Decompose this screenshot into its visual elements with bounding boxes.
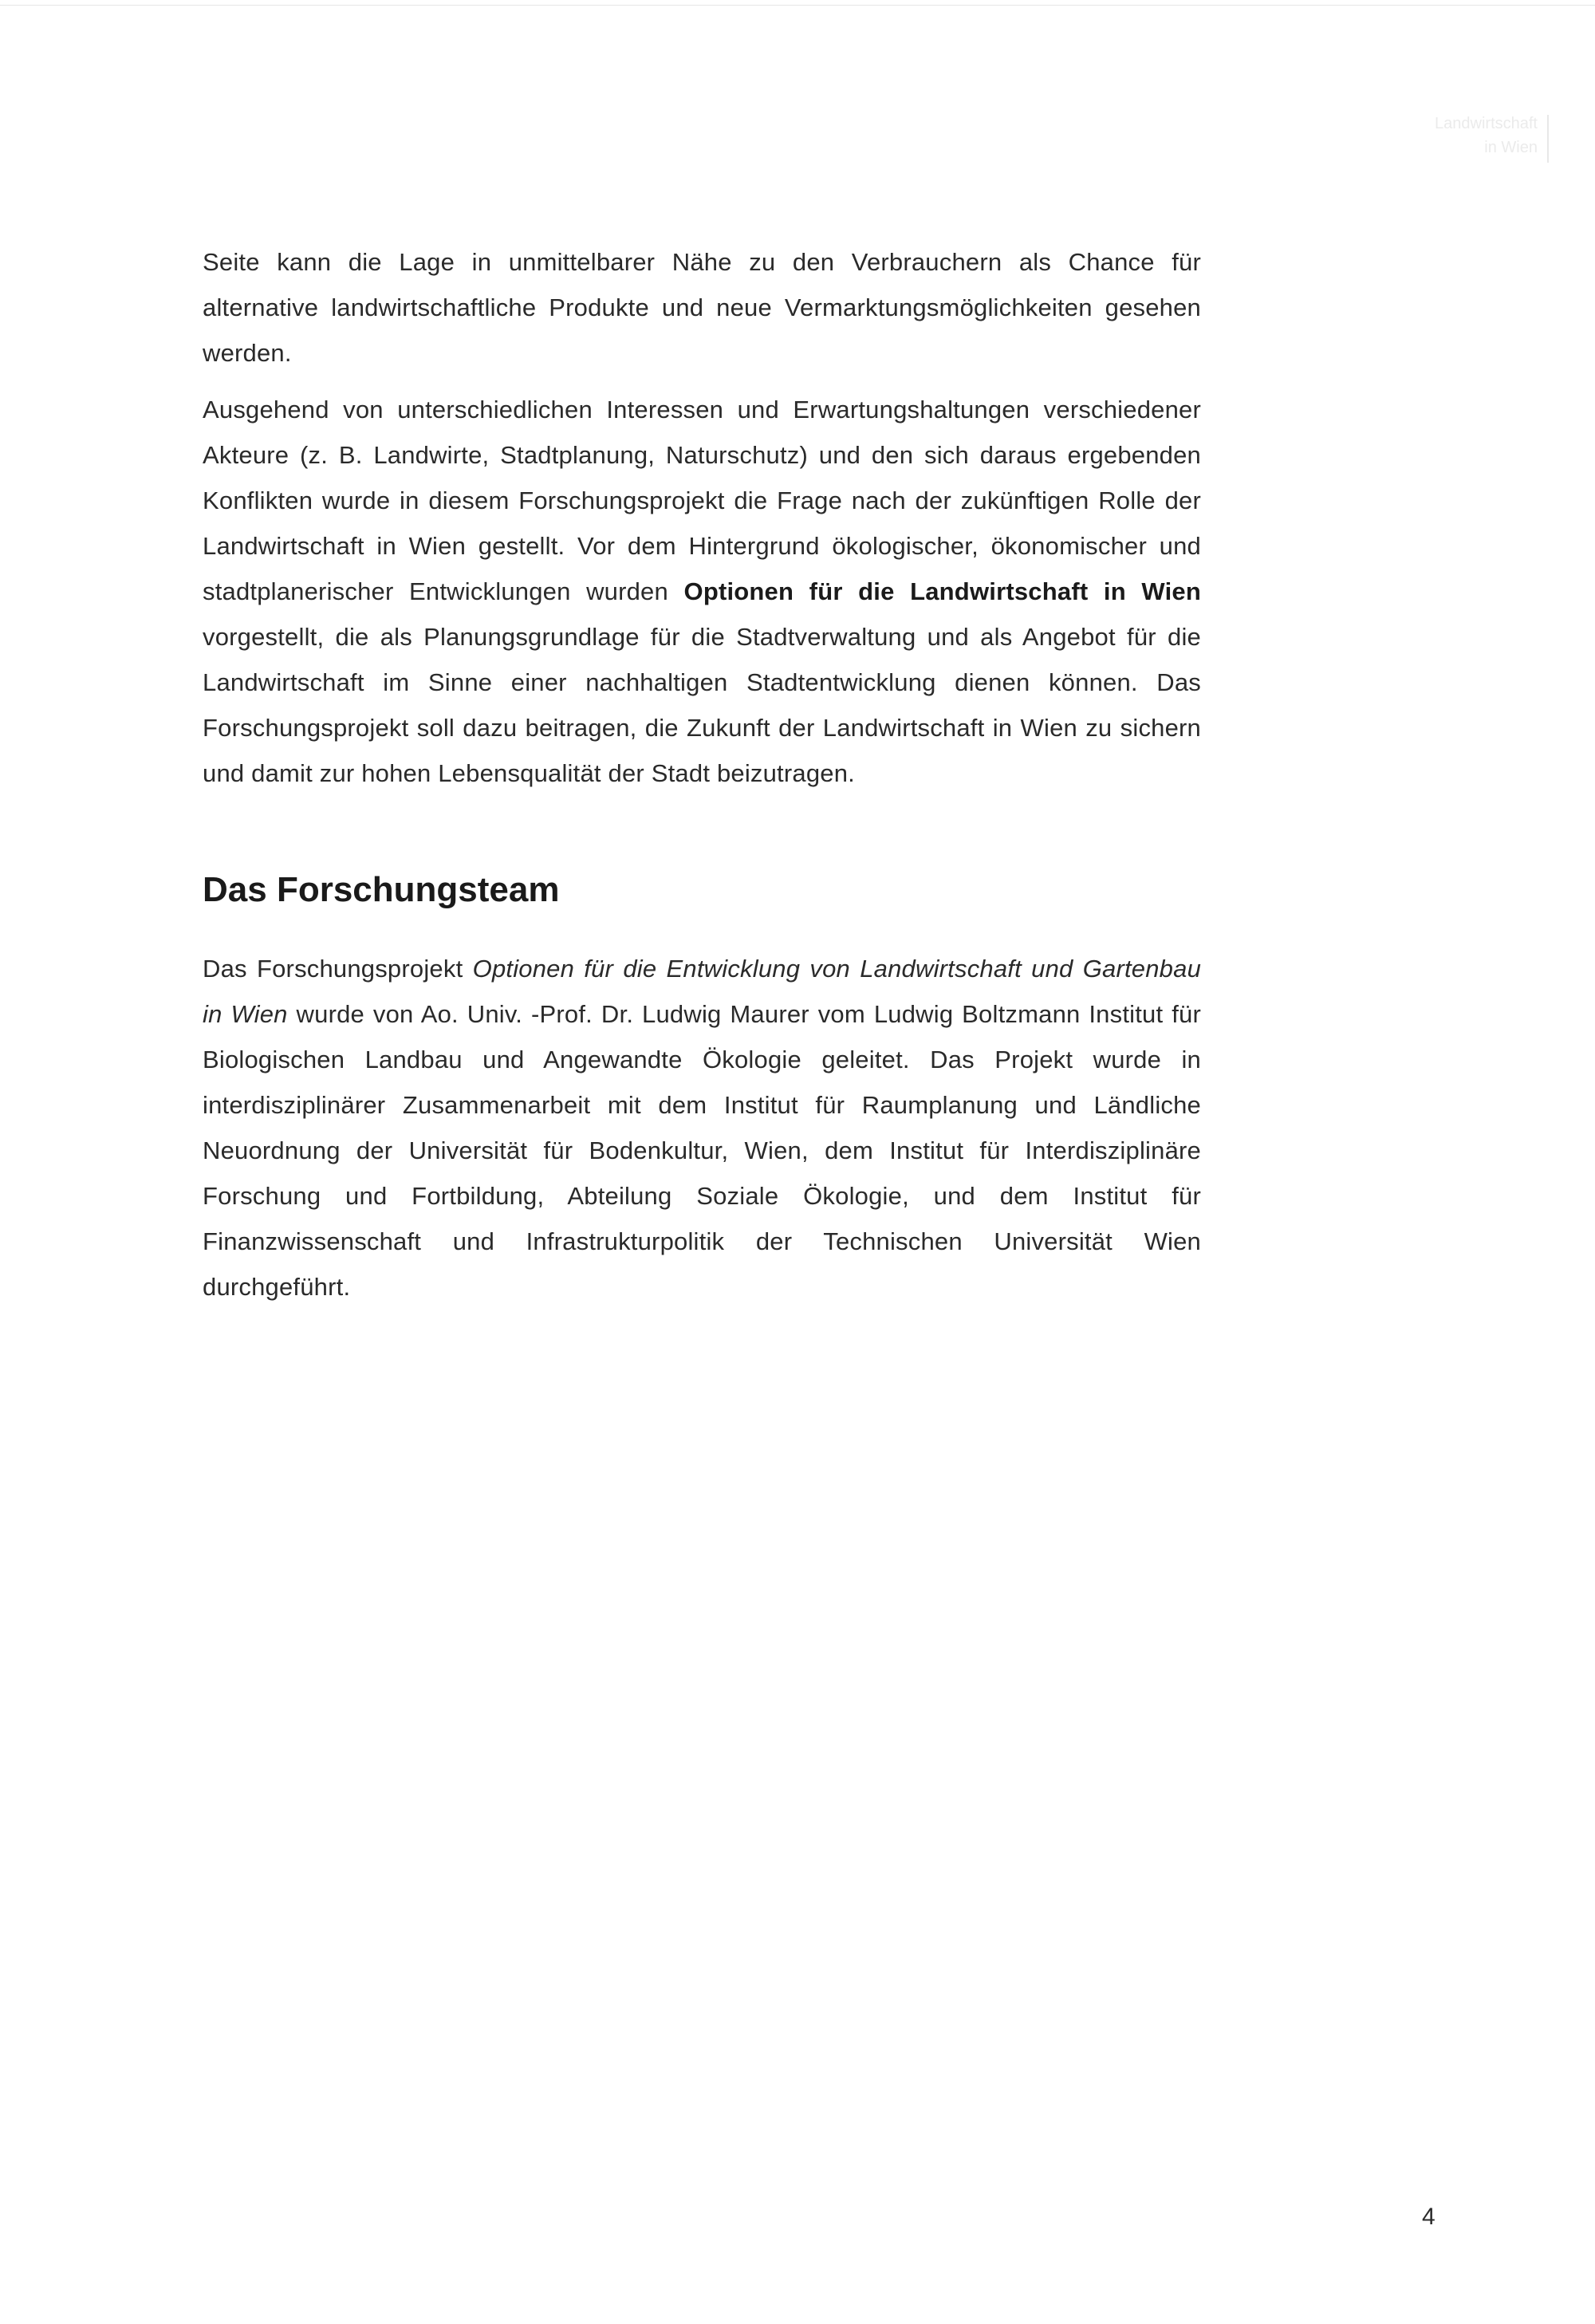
team-paragraph-text-a: Das Forschungsprojekt <box>203 955 473 983</box>
section-heading-research-team: Das Forschungsteam <box>203 870 560 909</box>
page-number: 4 <box>1422 2204 1436 2230</box>
team-paragraph-text-b: wurde von Ao. Univ. -Prof. Dr. Ludwig Maurer vom Ludwig Boltzmann Institut für Biologischen Landbau und Angewandte Ökologie geleitet. Das Projekt wurde in interdisziplinärer Zusammenarbeit mit dem Institut für Raumplanung und Ländliche Neuordnung der Universität für Bodenkultur, Wien, dem Institut für Interdisziplinäre Forschung und Fortbildung, Abteilung Soziale Ökologie, und dem Institut für Finanzwissenschaft und Infrastrukturpolitik der Technischen Universität Wien durchgeführt. <box>203 1000 1201 1301</box>
running-header-line-1: Landwirtschaft <box>1435 115 1538 132</box>
running-header <box>1435 112 1538 160</box>
intro-paragraph-2-text-a: Ausgehend von unterschiedlichen Interessen und Erwartungshaltungen verschiedener Akteure (z. B. Landwirte, Stadtplanung, Naturschutz) und den sich daraus ergebenden Konflikten wurde in diesem Forschungsprojekt die Frage nach der zukünftigen Rolle der Landwirtschaft in Wien gestellt. Vor dem Hintergrund ökologischer, ökonomischer und stadtplanerischer Entwicklungen wurden <box>203 396 1201 605</box>
intro-paragraph-1: Seite kann die Lage in unmittelbarer Nähe zu den Verbrauchern als Chance für alternative landwirtschaftliche Produkte und neue Vermarktungsmöglichkeiten gesehen werden. <box>203 248 1201 367</box>
page-top-border <box>0 5 1595 6</box>
team-paragraph-project-title: Optionen für die Entwicklung von Landwirtschaft und Gartenbau in Wien <box>203 955 1202 1028</box>
header-rule <box>1547 115 1549 163</box>
document-body <box>203 239 1201 1321</box>
running-header-line-2: in Wien <box>1484 139 1538 156</box>
intro-paragraph-2-text-b: vorgestellt, die als Planungsgrundlage für die Stadtverwaltung und als Angebot für die Landwirtschaft im Sinne einer nachhaltigen Stadtentwicklung dienen können. Das Forschungsprojekt soll dazu beitragen, die Zukunft der Landwirtschaft in Wien zu sichern und damit zur hohen Lebensqualität der Stadt beizutragen. <box>203 623 1201 787</box>
intro-paragraph-2 <box>203 387 1201 796</box>
intro-paragraph-2-emphasis: Optionen für die Landwirtschaft in Wien <box>683 577 1201 605</box>
team-paragraph <box>203 946 1201 1310</box>
